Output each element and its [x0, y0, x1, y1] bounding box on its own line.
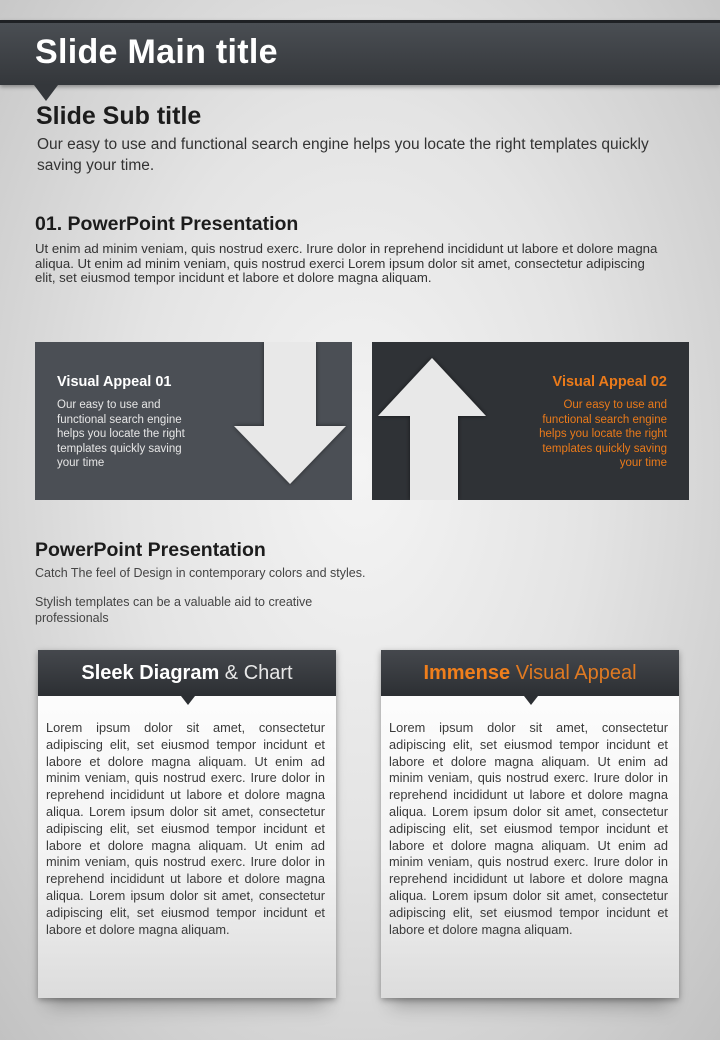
sleek-diagram-card — [38, 650, 336, 998]
card1-title-light: & Chart — [224, 662, 293, 684]
panel1-text: Our easy to use and functional search engine helps you locate the right templates quickly saving your time — [57, 399, 185, 469]
immense-visual-appeal-card — [381, 650, 679, 998]
visual-appeal-02-panel — [372, 342, 689, 500]
panel1-title: Visual Appeal 01 — [57, 374, 172, 390]
card2-body: Lorem ipsum dolor sit amet, consectetur adipiscing elit, set eiusmod tempor incidunt et labore et dolore magna aliquam. Ut enim ad minim veniam, quis nostrud exerc. Irure dolor in reprehend incididunt ut labore et dolore magna aliqua. Lorem ipsum dolor sit amet, consectetur adipiscing elit, set eiusmod tempor incidunt et labore et dolore magna aliquam. Ut enim ad minim veniam, quis nostrud exerc. Irure dolor in reprehend incididunt ut labore et dolore magna aliqua. Lorem ipsum dolor sit amet, consectetur adipiscing elit, set eiusmod tempor incidunt et labore et dolore magna aliquam. — [389, 720, 668, 937]
card2-title-light: Visual Appeal — [515, 662, 637, 684]
section2-title: PowerPoint Presentation — [35, 539, 266, 561]
card1-pointer — [181, 696, 195, 705]
section2-line2: Stylish templates can be a valuable aid to creative professionals — [35, 595, 313, 625]
sub-description: Our easy to use and functional search engine helps you locate the right templates quickly saving your time. — [37, 136, 649, 174]
section1-title: 01. PowerPoint Presentation — [35, 213, 299, 235]
panel2-title: Visual Appeal 02 — [552, 374, 667, 390]
card1-title-bold: Sleek Diagram — [81, 662, 220, 684]
card2-header — [381, 650, 679, 696]
sub-title: Slide Sub title — [36, 102, 202, 130]
card2-title-bold: Immense — [423, 662, 511, 684]
main-title: Slide Main title — [35, 33, 278, 71]
title-pointer — [34, 85, 58, 101]
title-bar — [0, 20, 720, 85]
section1-body: Ut enim ad minim veniam, quis nostrud exerc. Irure dolor in reprehend incididunt ut labore et dolore magna aliqua. Ut enim ad minim veniam, quis nostrud exerci Lorem ipsum dolor sit amet, consectetur adipiscing elit, set eiusmod tempor incidunt et labore et dolore magna aliquam. — [35, 241, 658, 285]
card2-pointer — [524, 696, 538, 705]
card1-body: Lorem ipsum dolor sit amet, consectetur adipiscing elit, set eiusmod tempor incidunt et labore et dolore magna aliquam. Ut enim ad minim veniam, quis nostrud exerc. Irure dolor in reprehend incididunt ut labore et dolore magna aliqua. Lorem ipsum dolor sit amet, consectetur adipiscing elit, set eiusmod tempor incidunt et labore et dolore magna aliquam. Ut enim ad minim veniam, quis nostrud exerc. Irure dolor in reprehend incididunt ut labore et dolore magna aliqua. Lorem ipsum dolor sit amet, consectetur adipiscing elit, set eiusmod tempor incidunt et labore et dolore magna aliquam. — [46, 720, 325, 937]
card1-header — [38, 650, 336, 696]
visual-appeal-01-panel — [35, 342, 352, 500]
panel2-text: Our easy to use and functional search engine helps you locate the right templates quickly saving your time — [539, 399, 667, 469]
section2-line1: Catch The feel of Design in contemporary colors and styles. — [35, 566, 366, 580]
